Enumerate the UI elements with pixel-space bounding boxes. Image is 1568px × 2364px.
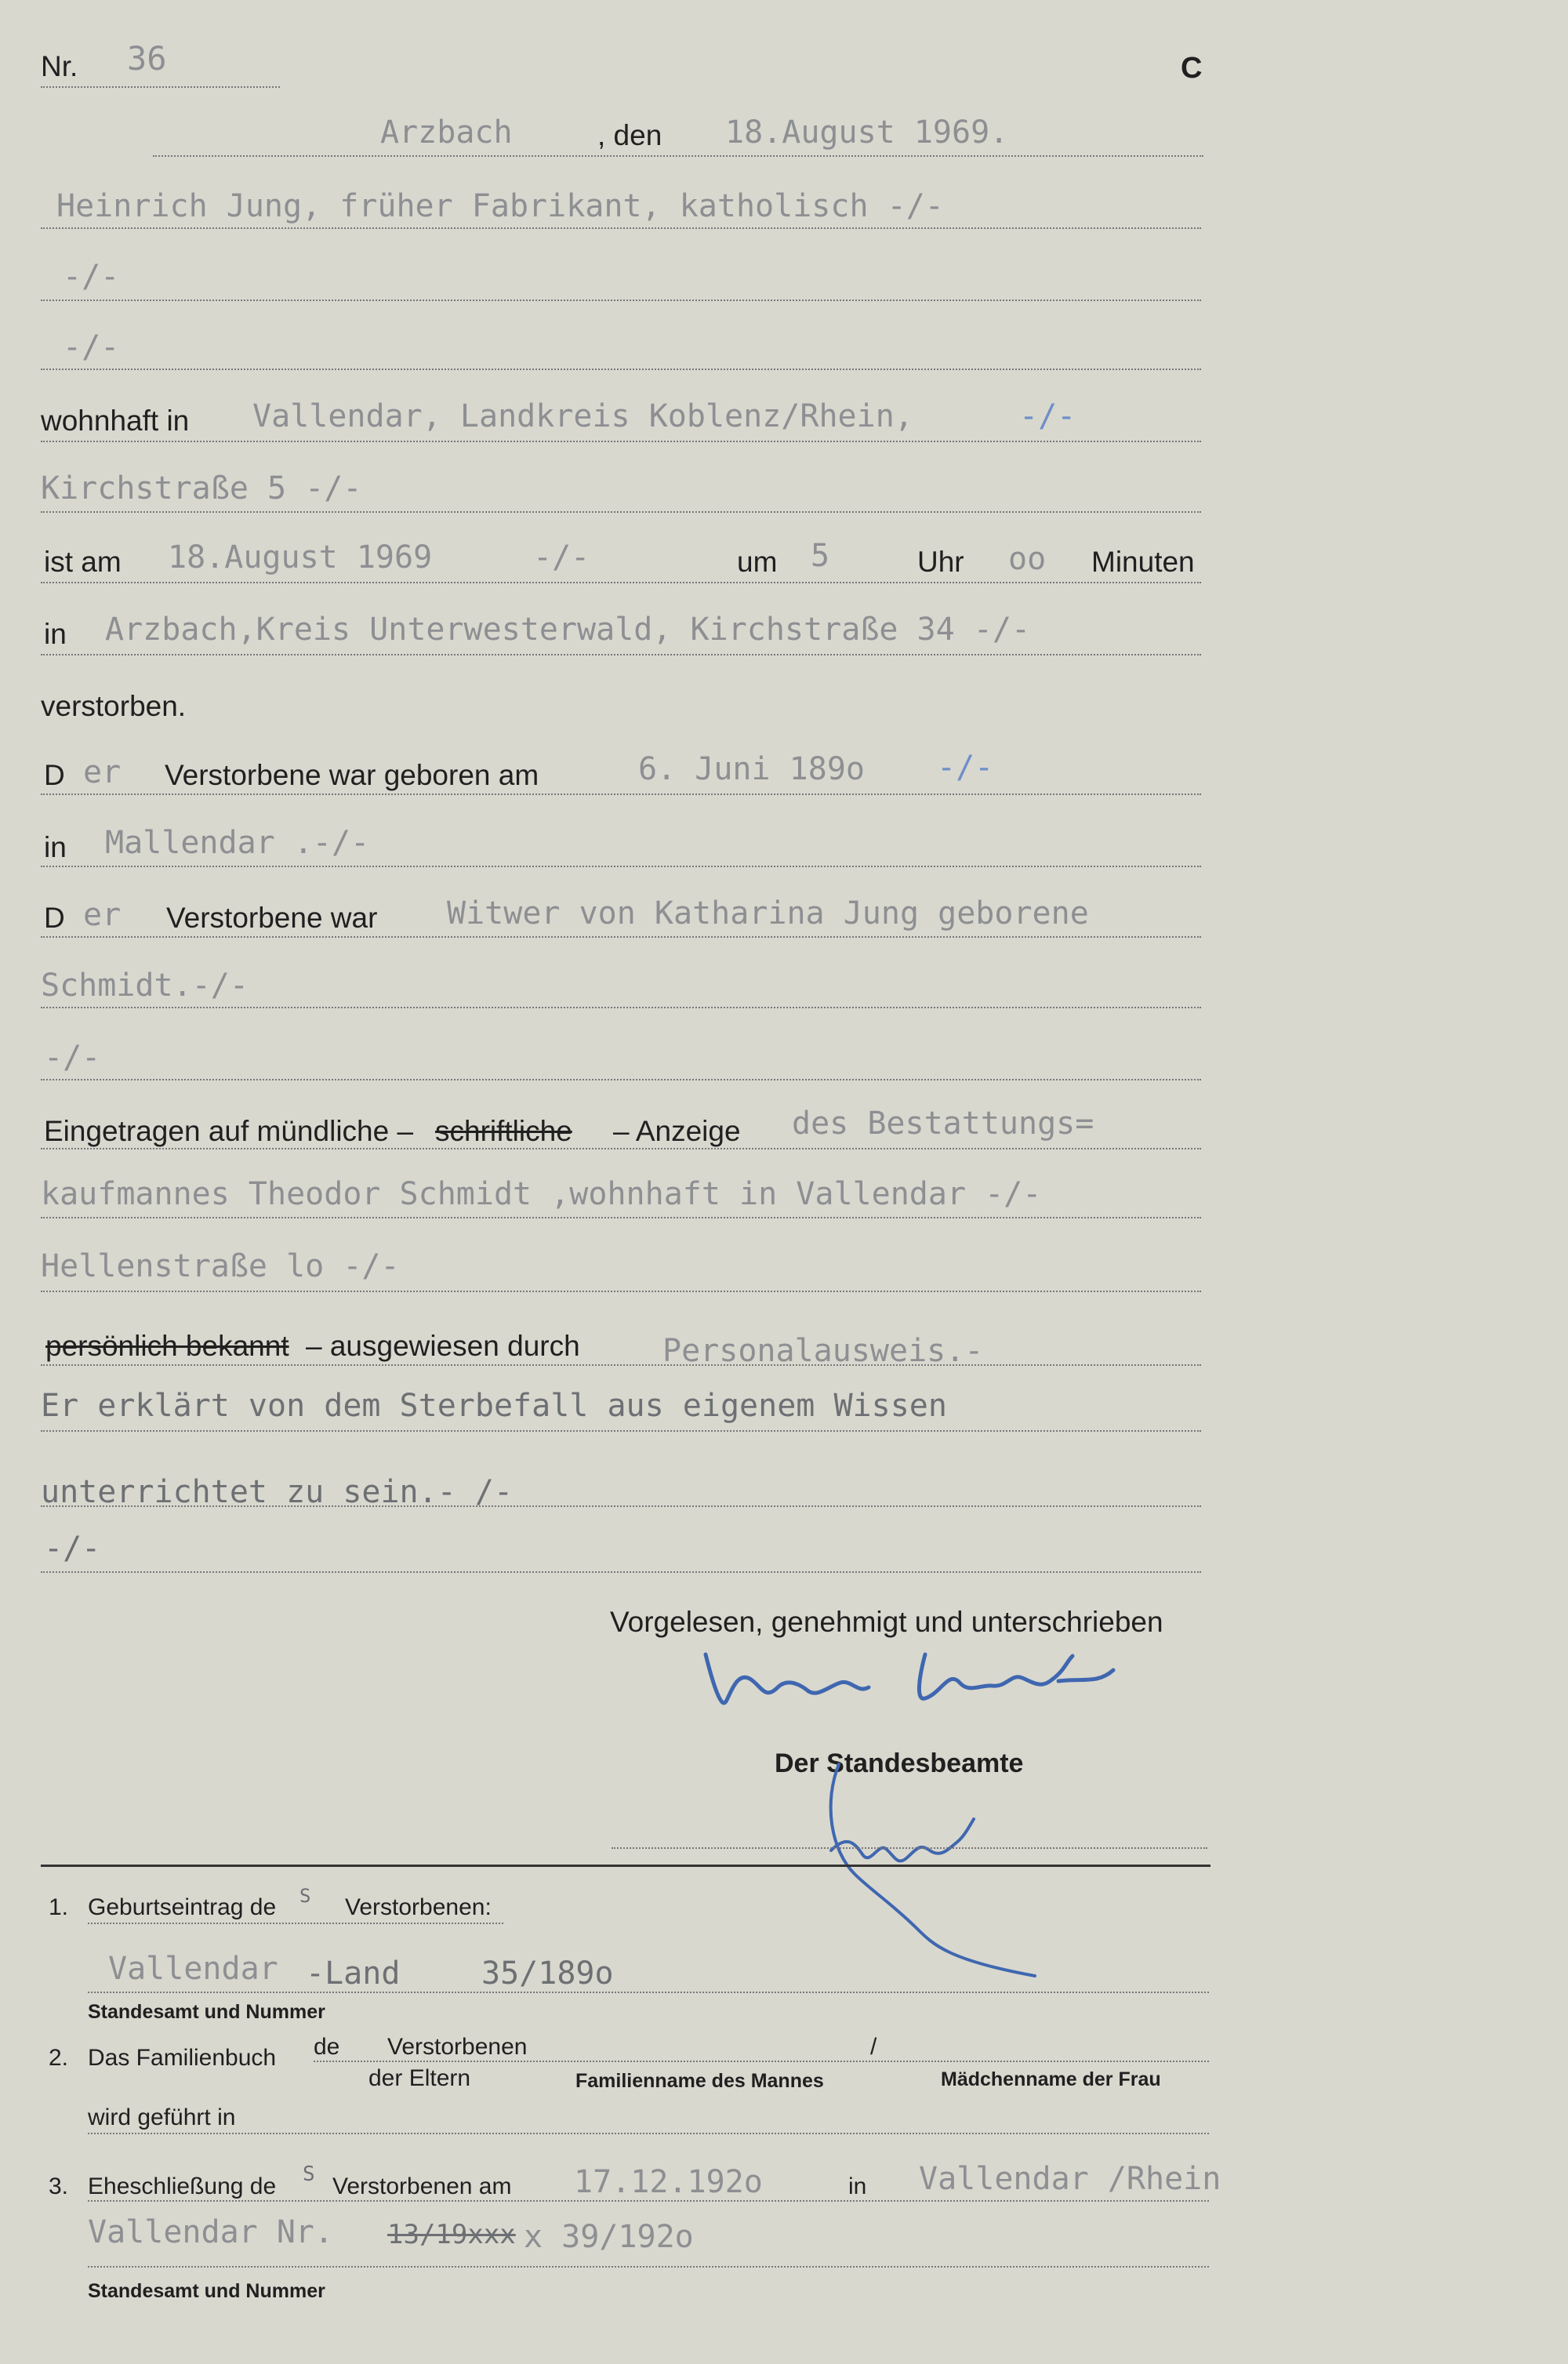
gefuehrt-label: wird geführt in xyxy=(88,2104,236,2130)
registration-label-prefix: Eingetragen auf mündliche – xyxy=(44,1115,414,1147)
identification-dotline-1 xyxy=(41,1364,1201,1366)
ist-am-label: ist am xyxy=(44,546,122,578)
nr-value: 36 xyxy=(127,39,167,78)
residence-label: wohnhaft in xyxy=(41,405,190,437)
familienbuch-de-label: de xyxy=(314,2034,340,2060)
identification-line-3: -/- xyxy=(44,1531,101,1567)
gefuehrt-dotline xyxy=(88,2133,1209,2134)
identification-label-suffix: – ausgewiesen durch xyxy=(306,1330,580,1362)
status-d-label: D xyxy=(44,902,65,934)
registration-line-1: des Bestattungs= xyxy=(792,1106,1094,1142)
person-line-3: -/- xyxy=(63,329,120,365)
register-letter: C xyxy=(1181,52,1203,85)
identification-line-1: Er erklärt von dem Sterbefall aus eigenem Wissen xyxy=(41,1388,947,1424)
familienbuch-verstorbenen: Verstorbenen xyxy=(387,2034,528,2060)
birth-er-typed: er xyxy=(83,754,122,790)
marriage-label: Eheschließung de xyxy=(88,2173,277,2199)
approval-text: Vorgelesen, genehmigt und unterschrieben xyxy=(610,1606,1163,1638)
place-value: Arzbach xyxy=(380,114,513,151)
registrar-signature xyxy=(808,1756,1058,1984)
person-dotline-1 xyxy=(41,227,1201,229)
identification-dotline-2 xyxy=(41,1430,1201,1432)
registration-dotline-3 xyxy=(41,1291,1201,1292)
marriage-place: Vallendar /Rhein xyxy=(919,2161,1221,2197)
nr-label: Nr. xyxy=(41,50,78,82)
birth-office-dotline xyxy=(88,1992,1209,1993)
marriage-dotline-2 xyxy=(88,2266,1209,2268)
note-2-number: 2. xyxy=(49,2045,69,2071)
familienbuch-label: Das Familienbuch xyxy=(88,2045,277,2071)
familienname-label: Familienname des Mannes xyxy=(575,2070,824,2092)
identification-value: Personalausweis.- xyxy=(662,1333,984,1369)
death-minutes: oo xyxy=(1008,541,1047,577)
status-dotline-1 xyxy=(41,936,1201,938)
status-line-2: Schmidt.-/- xyxy=(41,968,249,1004)
birth-label: Verstorbene war geboren am xyxy=(165,759,539,791)
birth-office-suffix: -Land xyxy=(306,1955,401,1992)
place-date-dotline xyxy=(153,155,1203,157)
birth-entry-sup: S xyxy=(299,1885,311,1907)
date-value: 18.August 1969. xyxy=(725,114,1009,151)
person-dotline-2 xyxy=(41,300,1201,301)
birth-dotline-1 xyxy=(41,793,1201,795)
marriage-number: x 39/192o xyxy=(524,2219,694,2255)
birth-date: 6. Juni 189o xyxy=(638,751,865,787)
death-dotline-2 xyxy=(41,654,1201,655)
birth-dotline-2 xyxy=(41,866,1201,867)
residence-line-2: Kirchstraße 5 -/- xyxy=(41,470,362,507)
identification-line-2: unterrichtet zu sein.- /- xyxy=(41,1474,514,1510)
registration-line-2: kaufmannes Theodor Schmidt ,wohnhaft in Vallendar -/- xyxy=(41,1176,1042,1212)
birth-office: Vallendar xyxy=(108,1951,278,1987)
standesamt-label-1: Standesamt und Nummer xyxy=(88,2001,325,2023)
person-dotline-3 xyxy=(41,369,1201,370)
death-date-mark: -/- xyxy=(533,539,590,576)
identification-label-struck: persönlich bekannt xyxy=(45,1330,289,1362)
marriage-struck-number: 13/19xxx xyxy=(387,2219,516,2250)
registration-label-suffix: – Anzeige xyxy=(613,1115,741,1147)
nr-dotline xyxy=(41,86,280,88)
marriage-dotline-1 xyxy=(88,2200,1209,2202)
registration-label-struck: schriftliche xyxy=(435,1115,572,1147)
death-place: Arzbach,Kreis Unterwesterwald, Kirchstraße 34 -/- xyxy=(105,612,1031,648)
registration-line-3: Hellenstraße lo -/- xyxy=(41,1248,400,1284)
status-er-typed: er xyxy=(83,897,122,933)
status-dotline-3 xyxy=(41,1079,1201,1080)
birth-in-label: in xyxy=(44,831,67,863)
marriage-date: 17.12.192o xyxy=(574,2164,763,2200)
residence-dotline-1 xyxy=(41,441,1201,442)
death-hour: 5 xyxy=(811,538,830,574)
registrar-dotline xyxy=(612,1847,1207,1849)
birth-date-mark: -/- xyxy=(937,750,994,786)
registrar-label: Der Standesbeamte xyxy=(775,1748,1024,1778)
residence-line-1: Vallendar, Landkreis Koblenz/Rhein, xyxy=(252,398,913,434)
marriage-office: Vallendar Nr. xyxy=(88,2214,334,2250)
person-line-1: Heinrich Jung, früher Fabrikant, katholisch -/- xyxy=(56,188,944,224)
informant-signature xyxy=(690,1639,1160,1725)
birth-entry-underline xyxy=(88,1923,503,1924)
death-in-label: in xyxy=(44,618,67,650)
registration-dotline-2 xyxy=(41,1217,1201,1218)
familienbuch-slash: / xyxy=(870,2034,877,2060)
birth-d-label: D xyxy=(44,759,65,791)
maedchenname-label: Mädchenname der Frau xyxy=(941,2068,1161,2090)
registration-dotline-1 xyxy=(41,1148,1201,1149)
birth-number: 35/189o xyxy=(481,1955,614,1992)
status-label: Verstorbene war xyxy=(166,902,378,934)
verstorben-label: verstorben. xyxy=(41,690,187,722)
birth-entry-label: Geburtseintrag de xyxy=(88,1894,277,1920)
den-label: , den xyxy=(597,119,662,151)
identification-dotline-4 xyxy=(41,1571,1201,1573)
marriage-in-label: in xyxy=(848,2173,867,2199)
residence-handwritten-mark: -/- xyxy=(1019,398,1076,434)
death-dotline-1 xyxy=(41,582,1201,583)
death-date: 18.August 1969 xyxy=(168,539,433,576)
marriage-suffix: Verstorbenen am xyxy=(332,2173,512,2199)
uhr-label: Uhr xyxy=(917,546,964,578)
note-3-number: 3. xyxy=(49,2173,69,2199)
residence-dotline-2 xyxy=(41,511,1201,513)
minuten-label: Minuten xyxy=(1091,546,1195,578)
note-1-number: 1. xyxy=(49,1894,69,1920)
um-label: um xyxy=(737,546,778,578)
birth-entry-suffix: Verstorbenen: xyxy=(345,1894,492,1920)
marriage-sup: S xyxy=(303,2162,315,2186)
person-line-2: -/- xyxy=(63,259,120,295)
notes-separator xyxy=(41,1865,1210,1867)
birth-place: Mallendar .-/- xyxy=(105,825,370,861)
familienbuch-eltern: der Eltern xyxy=(368,2065,471,2091)
familienbuch-dotline xyxy=(314,2061,1209,2062)
status-dotline-2 xyxy=(41,1007,1201,1008)
identification-dotline-3 xyxy=(41,1505,1201,1507)
status-line-3: -/- xyxy=(44,1040,101,1076)
standesamt-label-2: Standesamt und Nummer xyxy=(88,2280,325,2302)
status-line-1: Witwer von Katharina Jung geborene xyxy=(447,895,1089,931)
